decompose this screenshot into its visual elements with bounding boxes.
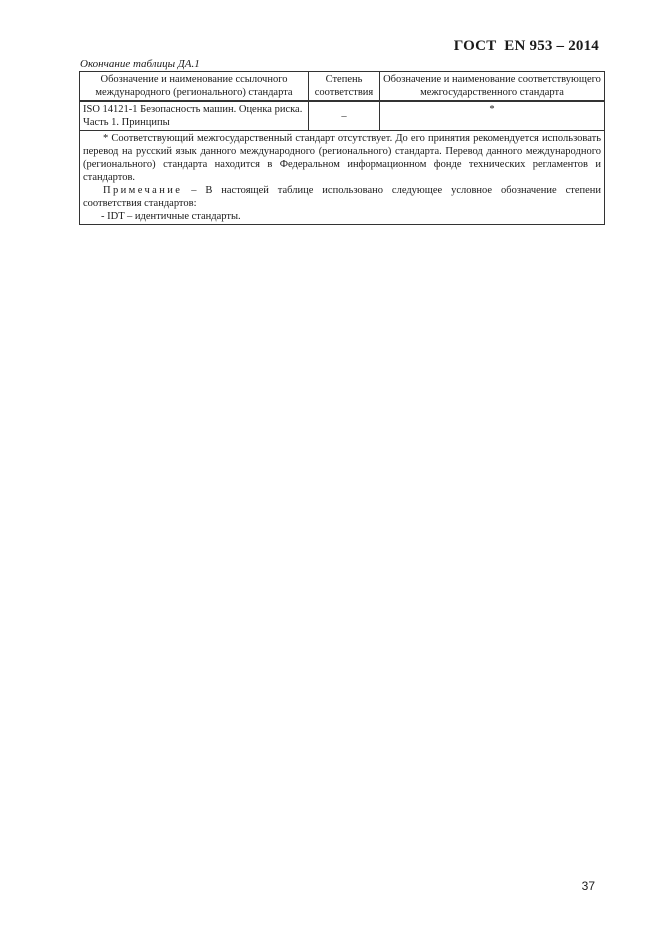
table-row <box>80 101 605 131</box>
footnote: * Соответствующий межгосударственный стандарт отсутствует. До его принятия рекомендуется использовать перевод на русский язык данного международного (регионального) стандарта. Перевод данного международного (регионального) стандарта находится в Федеральном информационном фонде технических регламентов и стандартов. <box>83 133 601 183</box>
document-header: ГОСТ EN 953 – 2014 <box>453 38 599 54</box>
note-text: – В настоящей таблице использовано следующее условное обозначение степени соответствия стандартов: <box>83 185 601 209</box>
note-label: Примечание <box>103 185 183 196</box>
correspondence-table <box>79 71 605 225</box>
note-list-item: - IDT – идентичные стандарты. <box>101 211 241 222</box>
notes-cell <box>80 131 605 225</box>
table-caption: Окончание таблицы ДА.1 <box>80 58 200 70</box>
column-header-degree: Степень соответствия <box>309 72 380 102</box>
cell-degree: – <box>309 101 380 131</box>
cell-interstate-standard: * <box>380 101 605 131</box>
table-header-row <box>80 72 605 102</box>
column-header-ref-standard: Обозначение и наименование ссылочного международного (регионального) стандарта <box>80 72 309 102</box>
cell-ref-standard: ISO 14121-1 Безопасность машин. Оценка риска. Часть 1. Принципы <box>80 101 309 131</box>
page-number: 37 <box>581 879 595 893</box>
column-header-interstate-standard: Обозначение и наименование соответствующего межгосударственного стандарта <box>380 72 605 102</box>
note-paragraph <box>83 184 601 210</box>
table-notes-row <box>80 131 605 225</box>
